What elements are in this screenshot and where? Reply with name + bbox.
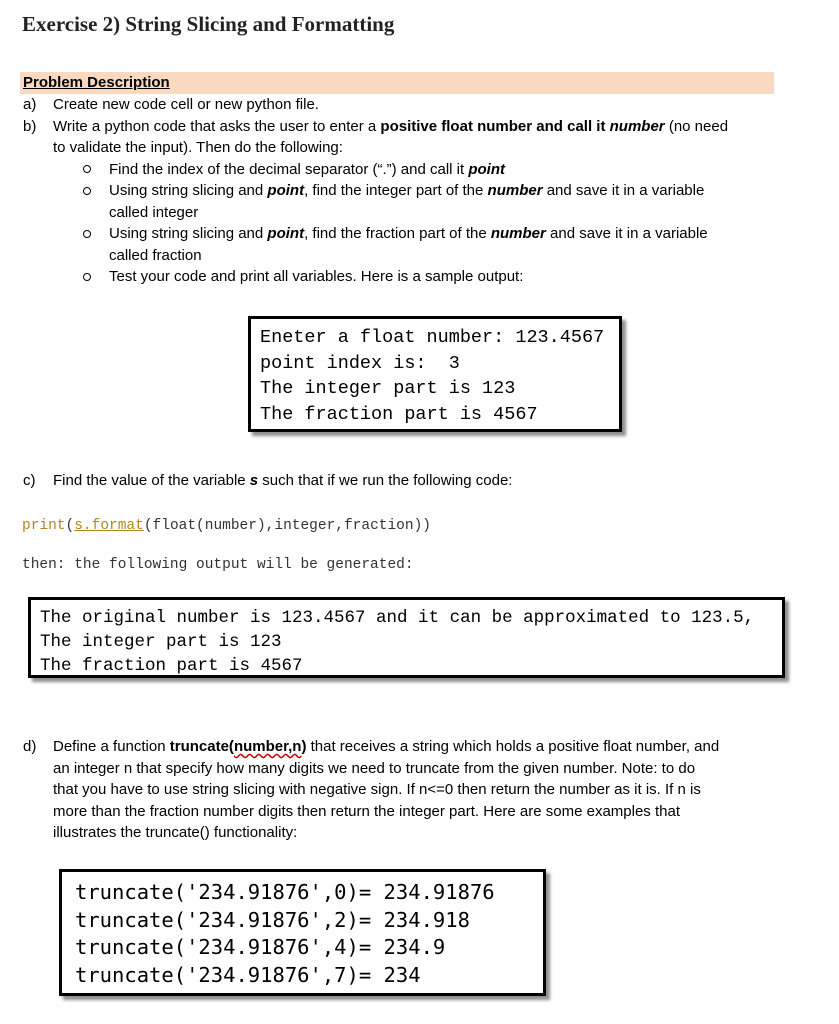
item-b-label: b) [23,118,37,135]
code-args: (float(number),integer,fraction)) [143,518,431,534]
example-line: truncate('234.91876',7)= 234 [75,962,421,987]
output-line: The integer part is 123 [260,378,516,399]
item-c-text-end: such that if we run the following code: [258,472,513,489]
bullet-icon [83,165,91,173]
item-c-label: c) [23,472,36,489]
item-c-s-term: s [249,472,259,489]
output-line: The original number is 123.4567 and it can be approximated to 123.5, [40,608,755,628]
bullet-2-point: point [267,182,305,199]
item-b-number-term: number [609,118,665,135]
item-d-line3: that you have to use string slicing with negative sign. If n<=0 then return the number as it is. If n is [53,781,701,798]
bullet-icon [83,273,91,281]
bullet-2 [109,180,704,202]
truncate-examples-box [59,869,546,996]
item-d-func-params: number,n [233,738,302,755]
item-b-line2: to validate the input). Then do the following: [53,139,343,156]
bullet-2-text: Using string slicing and [109,182,268,199]
output-line: The fraction part is 4567 [260,403,538,425]
item-a-text: Create new code cell or new python file. [53,96,319,113]
item-d-line4: more than the fraction number digits then return the integer part. Here are some examples that [53,803,680,820]
sample-output-box-1 [248,316,622,432]
bullet-icon [83,187,91,195]
sample-output-box-2 [28,597,785,678]
item-d-label: d) [23,738,37,755]
code-line [22,518,431,534]
item-d-line5: illustrates the truncate() functionality: [53,824,298,841]
bullet-3-text: Using string slicing and [109,225,268,242]
code-print: print [22,518,66,534]
code-paren: ( [65,518,75,534]
item-a [23,94,319,116]
bullet-3-cont: called fraction [109,247,202,264]
item-d-text-cont: that receives a string which holds a positive float number, and [306,738,720,755]
bullet-2-text-mid: , find the integer part of the [304,182,488,199]
bullet-2-text-end: and save it in a variable [542,182,705,199]
item-d-line2: an integer n that specify how many digits we need to truncate from the given number. Note: to do [53,760,696,777]
bullet-3-text-mid: , find the fraction part of the [304,225,491,242]
bullet-3 [109,223,708,245]
code-format-method: s.format [74,518,144,534]
bullet-icon [83,230,91,238]
item-b-line1 [23,116,728,138]
bullet-1-point: point [468,161,505,178]
output-line: The integer part is 123 [40,632,282,652]
bullet-3-point: point [267,225,305,242]
output-line: Eneter a float number: 123.4567 [260,327,605,348]
bullet-1 [109,159,505,181]
bullet-2-number: number [487,182,543,199]
bullet-3-text-end: and save it in a variable [545,225,708,242]
bullet-1-text: Find the index of the decimal separator (“.”) and call it [109,161,469,178]
output-line: point index is: 3 [260,352,460,374]
item-b-text: Write a python code that asks the user to enter a [53,118,381,135]
then-line: then: the following output will be generated: [22,557,414,573]
example-line: truncate('234.91876',0)= 234.91876 [75,880,495,904]
example-line: truncate('234.91876',2)= 234.918 [75,907,470,932]
problem-title: Problem Description [23,74,170,91]
item-b-text-end: (no need [664,118,729,135]
item-c-text: Find the value of the variable [53,472,250,489]
item-d-text: Define a function [53,738,170,755]
example-line: truncate('234.91876',4)= 234.9 [75,935,446,959]
bullet-3-number: number [490,225,546,242]
bullet-2-cont: called integer [109,204,199,221]
item-d-func-prefix: truncate( [169,738,234,755]
page-title: Exercise 2) String Slicing and Formatting [22,12,395,36]
item-a-label: a) [23,96,37,113]
item-d-func-suffix: ) [301,738,307,755]
item-c [23,470,512,492]
item-d-line1 [23,736,719,758]
bullet-4: Test your code and print all variables. Here is a sample output: [109,268,524,285]
output-line: The fraction part is 4567 [40,656,303,676]
item-b-bold: positive float number and call it [380,118,610,135]
